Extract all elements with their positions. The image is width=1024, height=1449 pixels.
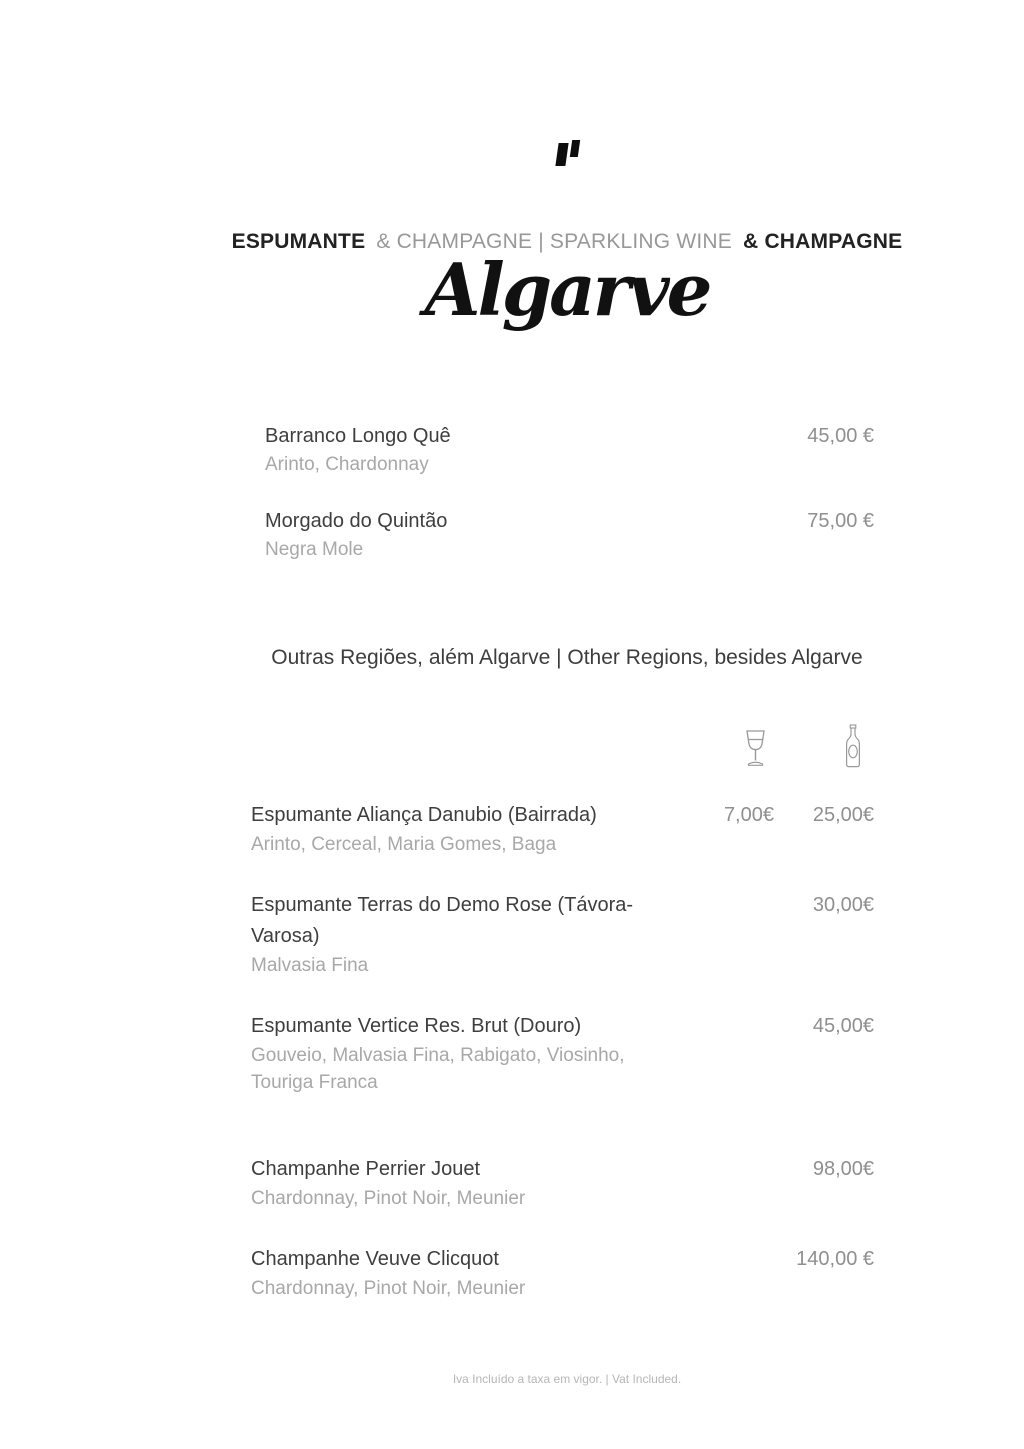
- bottle-price: 140,00 €: [796, 1248, 874, 1270]
- wine-name: Morgado do Quintão: [265, 510, 448, 532]
- wine-grapes: Chardonnay, Pinot Noir, Meunier: [251, 1188, 526, 1209]
- wine-name: Espumante Terras do Demo Rose (Távora-Varosa): [251, 894, 634, 947]
- wine-name: Espumante Vertice Res. Brut (Douro): [251, 1015, 582, 1037]
- wine-grapes: Arinto, Chardonnay: [265, 454, 429, 475]
- bottle-price: 45,00 €: [807, 425, 874, 447]
- wine-glass-icon: [743, 729, 768, 768]
- wine-grapes: Touriga Franca: [251, 1072, 378, 1093]
- list-item: [251, 800, 874, 858]
- bottle-price: 25,00€: [812, 804, 874, 826]
- wine-grapes: Gouveio, Malvasia Fina, Rabigato, Viosinho,: [251, 1045, 625, 1066]
- wine-grapes: Negra Mole: [265, 539, 364, 560]
- wine-grapes: Chardonnay, Pinot Noir, Meunier: [251, 1278, 526, 1299]
- bottle-price: 98,00€: [812, 1158, 874, 1180]
- wine-grapes: Malvasia Fina: [251, 955, 369, 976]
- wine-name: Espumante Aliança Danubio (Bairrada): [251, 804, 597, 826]
- bottle-price: 75,00 €: [807, 510, 874, 532]
- wine-bottle-icon: [844, 724, 862, 768]
- logo-bar-icon: [570, 140, 580, 157]
- logo-bar-icon: [555, 143, 568, 166]
- bottle-price: 30,00€: [812, 894, 874, 916]
- list-item: [251, 1154, 874, 1212]
- list-item: [251, 1011, 874, 1096]
- algarve-wine-list: [265, 422, 874, 592]
- wine-name: Champanhe Perrier Jouet: [251, 1158, 481, 1180]
- list-item: [251, 890, 874, 979]
- header-espumante-label: ESPUMANTE: [231, 230, 366, 253]
- region-title: Algarve: [424, 247, 710, 332]
- wine-name: Barranco Longo Quê: [265, 425, 451, 447]
- bottle-price: 45,00€: [812, 1015, 874, 1037]
- list-item: [251, 1244, 874, 1302]
- wine-grapes: Arinto, Cerceal, Maria Gomes, Baga: [251, 834, 557, 855]
- brand-logo: [556, 139, 582, 167]
- vat-footer-note: Iva Incluído a taxa em vigor. | Vat Included.: [452, 1372, 682, 1386]
- bottle-price-column-header: [774, 724, 874, 768]
- header-champagne-label: & CHAMPAGNE: [743, 230, 903, 253]
- list-item: [265, 507, 874, 563]
- other-regions-wine-list: [251, 800, 874, 1334]
- glass-price-column-header: [674, 729, 774, 768]
- price-column-icons: [251, 724, 874, 768]
- list-item: [265, 422, 874, 478]
- glass-price: 7,00€: [723, 804, 774, 826]
- wine-name: Champanhe Veuve Clicquot: [251, 1248, 499, 1270]
- other-regions-heading: Outras Regiões, além Algarve | Other Regions, besides Algarve: [271, 646, 863, 669]
- header-subtitle-label: & CHAMPAGNE | SPARKLING WINE: [376, 230, 732, 253]
